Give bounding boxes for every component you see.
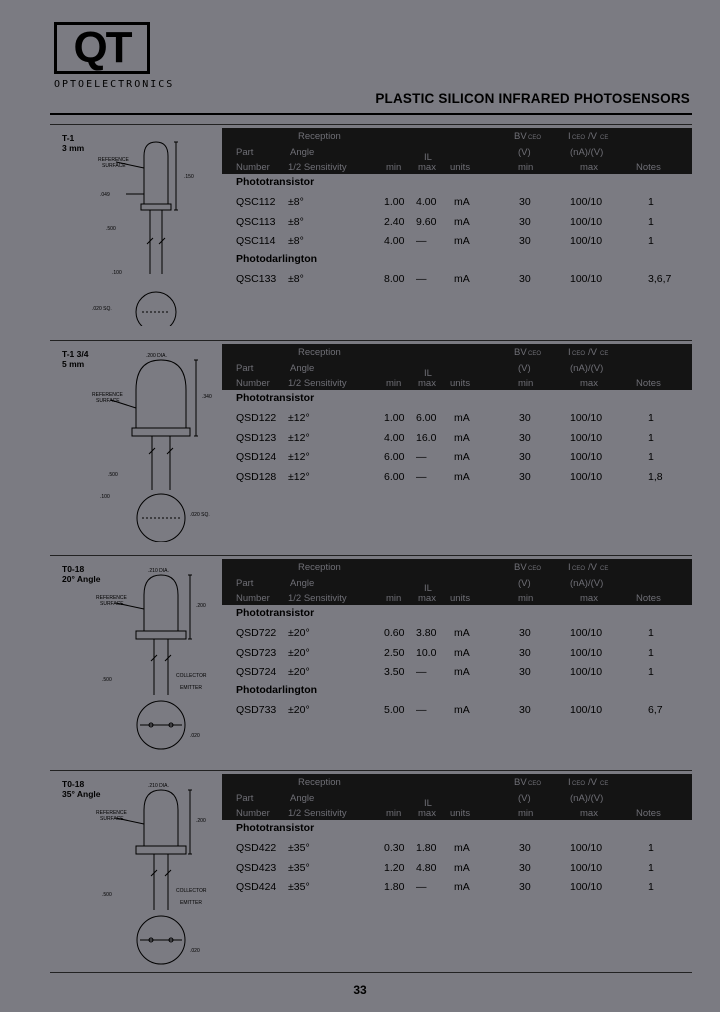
svg-text:.020: .020 bbox=[190, 948, 200, 954]
svg-text:.500: .500 bbox=[106, 226, 116, 232]
header-part: Part bbox=[236, 578, 254, 589]
package-label bbox=[62, 564, 101, 584]
part-number: QSD122 bbox=[236, 412, 277, 424]
reception-angle: ±12° bbox=[288, 431, 310, 444]
notes: 1 bbox=[648, 412, 654, 424]
svg-text:REFERENCE: REFERENCE bbox=[98, 157, 129, 163]
il-max: 3.80 bbox=[416, 627, 437, 639]
il-min: 6.00 bbox=[384, 451, 405, 463]
header-min: min bbox=[386, 808, 402, 819]
table-row bbox=[222, 471, 692, 489]
header-angle: Angle bbox=[290, 793, 315, 804]
category-label: Phototransistor bbox=[236, 392, 315, 404]
header-min: min bbox=[386, 162, 402, 173]
reception-angle: ±12° bbox=[288, 451, 310, 463]
header-iceo-vsub: CE bbox=[600, 781, 609, 787]
table-row bbox=[222, 881, 692, 899]
header-reception: Reception bbox=[298, 347, 341, 358]
svg-text:SURFACE: SURFACE bbox=[100, 601, 124, 607]
svg-text:.100: .100 bbox=[112, 270, 122, 276]
reception-angle: ±20° bbox=[288, 703, 310, 716]
part-number: QSD424 bbox=[236, 881, 277, 893]
notes: 1 bbox=[648, 842, 654, 854]
package-section bbox=[50, 557, 692, 767]
il-min: 0.30 bbox=[384, 842, 405, 854]
iceo-max: 100/10 bbox=[570, 627, 603, 639]
notes: 1 bbox=[648, 881, 654, 893]
header-iceo: I bbox=[568, 347, 571, 358]
il-min: 2.40 bbox=[384, 215, 405, 228]
header-part: Part bbox=[236, 147, 254, 158]
header-part: Part bbox=[236, 363, 254, 374]
il-max: 4.00 bbox=[416, 196, 437, 208]
header-min: min bbox=[386, 378, 402, 389]
svg-text:COLLECTOR: COLLECTOR bbox=[176, 888, 207, 894]
part-number: QSD722 bbox=[236, 627, 277, 639]
header-max: max bbox=[418, 593, 436, 604]
header-iceo-vsub: CE bbox=[600, 135, 609, 141]
il-units: mA bbox=[454, 235, 470, 247]
reception-angle: ±20° bbox=[288, 666, 310, 678]
header-number: Number bbox=[236, 593, 270, 604]
section-divider bbox=[50, 340, 692, 341]
il-min: 1.20 bbox=[384, 861, 405, 874]
il-max: — bbox=[416, 272, 427, 285]
iceo-max: 100/10 bbox=[570, 470, 603, 483]
svg-text:REFERENCE: REFERENCE bbox=[92, 392, 123, 398]
header-half-sensitivity: 1/2 Sensitivity bbox=[288, 808, 347, 819]
category-label: Photodarlington bbox=[236, 683, 318, 696]
package-drawing-to18 bbox=[56, 565, 220, 757]
svg-text:.020: .020 bbox=[190, 733, 200, 739]
header-iceo-max: max bbox=[580, 162, 598, 173]
svg-text:.500: .500 bbox=[108, 472, 118, 478]
package-drawing bbox=[56, 780, 220, 972]
iceo-max: 100/10 bbox=[570, 272, 603, 285]
package-name: T0-18 bbox=[62, 779, 85, 789]
header-bv: BV bbox=[514, 131, 527, 142]
part-number: QSD123 bbox=[236, 431, 277, 444]
notes: 6,7 bbox=[648, 703, 663, 716]
header-angle: Angle bbox=[290, 363, 315, 374]
il-units: mA bbox=[454, 627, 470, 639]
reception-angle: ±8° bbox=[288, 215, 304, 228]
svg-text:.500: .500 bbox=[102, 677, 112, 683]
table-row bbox=[222, 273, 692, 291]
svg-text:.210 DIA.: .210 DIA. bbox=[148, 783, 169, 789]
il-max: 4.80 bbox=[416, 861, 437, 874]
il-max: 10.0 bbox=[416, 646, 437, 659]
header-reception: Reception bbox=[298, 777, 341, 788]
package-name: T-1 3/4 bbox=[62, 349, 89, 359]
category-label: Phototransistor bbox=[236, 822, 315, 834]
iceo-max: 100/10 bbox=[570, 431, 603, 444]
notes: 1 bbox=[648, 196, 654, 208]
header-units: units bbox=[450, 808, 471, 819]
header-notes: Notes bbox=[636, 162, 661, 173]
il-units: mA bbox=[454, 272, 470, 285]
il-max: 9.60 bbox=[416, 215, 437, 228]
svg-text:.049: .049 bbox=[100, 192, 110, 198]
header-bv-min: min bbox=[518, 593, 534, 604]
il-max: — bbox=[416, 703, 427, 716]
header-max: max bbox=[418, 162, 436, 173]
il-min: 2.50 bbox=[384, 646, 405, 659]
header-units: units bbox=[450, 378, 471, 389]
header-iceo-sub: CEO bbox=[572, 566, 586, 572]
iceo-max: 100/10 bbox=[570, 861, 603, 874]
svg-text:SURFACE: SURFACE bbox=[100, 816, 124, 822]
part-number: QSD723 bbox=[236, 646, 277, 659]
reception-angle: ±35° bbox=[288, 861, 310, 874]
header-notes: Notes bbox=[636, 378, 661, 389]
header-number: Number bbox=[236, 378, 270, 389]
reception-angle: ±8° bbox=[288, 196, 304, 208]
svg-text:.100: .100 bbox=[100, 494, 110, 500]
header-iceo-unit: (nA)/(V) bbox=[570, 363, 604, 374]
header-iceo-unit: (nA)/(V) bbox=[570, 578, 604, 589]
iceo-max: 100/10 bbox=[570, 881, 603, 893]
il-min: 8.00 bbox=[384, 272, 405, 285]
bvceo-min: 30 bbox=[519, 861, 531, 874]
header-part: Part bbox=[236, 793, 254, 804]
svg-text:REFERENCE: REFERENCE bbox=[96, 810, 127, 816]
bvceo-min: 30 bbox=[519, 235, 531, 247]
header-bv-sub: CEO bbox=[528, 351, 542, 357]
il-min: 1.80 bbox=[384, 881, 405, 893]
table-row bbox=[222, 216, 692, 234]
header-notes: Notes bbox=[636, 808, 661, 819]
header-bv-unit: (V) bbox=[518, 578, 531, 589]
bvceo-min: 30 bbox=[519, 666, 531, 678]
il-units: mA bbox=[454, 215, 470, 228]
part-number: QSD733 bbox=[236, 703, 277, 716]
iceo-max: 100/10 bbox=[570, 215, 603, 228]
part-number: QSC133 bbox=[236, 272, 277, 285]
header-bv-sub: CEO bbox=[528, 566, 542, 572]
notes: 1 bbox=[648, 451, 654, 463]
header-iceo-v: /V bbox=[588, 562, 597, 573]
bvceo-min: 30 bbox=[519, 646, 531, 659]
notes: 1 bbox=[648, 215, 654, 228]
section-divider bbox=[50, 555, 692, 556]
il-units: mA bbox=[454, 842, 470, 854]
header-bv-min: min bbox=[518, 808, 534, 819]
svg-text:.020 SQ.: .020 SQ. bbox=[190, 512, 210, 518]
notes: 1 bbox=[648, 431, 654, 444]
il-units: mA bbox=[454, 451, 470, 463]
part-number: QSD422 bbox=[236, 842, 277, 854]
part-number: QSD124 bbox=[236, 451, 277, 463]
notes: 1 bbox=[648, 235, 654, 247]
header-bv: BV bbox=[514, 562, 527, 573]
il-max: — bbox=[416, 235, 427, 247]
header-half-sensitivity: 1/2 Sensitivity bbox=[288, 593, 347, 604]
svg-text:SURFACE: SURFACE bbox=[102, 163, 126, 169]
iceo-max: 100/10 bbox=[570, 646, 603, 659]
table-header bbox=[222, 774, 692, 820]
header-iceo-sub: CEO bbox=[572, 781, 586, 787]
header-iceo-unit: (nA)/(V) bbox=[570, 147, 604, 158]
package-drawing bbox=[56, 565, 220, 757]
table-header bbox=[222, 344, 692, 390]
header-bv-min: min bbox=[518, 162, 534, 173]
table-row bbox=[222, 842, 692, 860]
il-min: 5.00 bbox=[384, 703, 405, 716]
package-drawing-t1 bbox=[56, 134, 220, 326]
bvceo-min: 30 bbox=[519, 451, 531, 463]
il-units: mA bbox=[454, 881, 470, 893]
package-label bbox=[62, 349, 88, 369]
header-iceo-max: max bbox=[580, 808, 598, 819]
notes: 3,6,7 bbox=[648, 272, 672, 285]
package-drawing-t134 bbox=[56, 350, 220, 542]
il-units: mA bbox=[454, 412, 470, 424]
svg-text:REFERENCE: REFERENCE bbox=[96, 595, 127, 601]
svg-text:SURFACE: SURFACE bbox=[96, 398, 120, 404]
il-units: mA bbox=[454, 666, 470, 678]
header-il: IL bbox=[424, 368, 432, 379]
reception-angle: ±20° bbox=[288, 646, 310, 659]
svg-text:.020 SQ.: .020 SQ. bbox=[92, 306, 112, 312]
part-number: QSD128 bbox=[236, 470, 277, 483]
top-rule bbox=[50, 113, 692, 115]
header-iceo-max: max bbox=[580, 593, 598, 604]
header-bv-sub: CEO bbox=[528, 781, 542, 787]
part-number: QSD423 bbox=[236, 861, 277, 874]
page-number: 33 bbox=[353, 983, 367, 997]
header-iceo-sub: CEO bbox=[572, 135, 586, 141]
bvceo-min: 30 bbox=[519, 272, 531, 285]
section-divider bbox=[50, 124, 692, 125]
header-iceo: I bbox=[568, 777, 571, 788]
bvceo-min: 30 bbox=[519, 881, 531, 893]
header-bv-unit: (V) bbox=[518, 363, 531, 374]
header-reception: Reception bbox=[298, 562, 341, 573]
il-units: mA bbox=[454, 470, 470, 483]
il-min: 6.00 bbox=[384, 470, 405, 483]
package-drawing-to18 bbox=[56, 780, 220, 972]
il-max: — bbox=[416, 451, 427, 463]
il-units: mA bbox=[454, 431, 470, 444]
header-angle: Angle bbox=[290, 578, 315, 589]
bvceo-min: 30 bbox=[519, 703, 531, 716]
reception-angle: ±12° bbox=[288, 470, 310, 483]
iceo-max: 100/10 bbox=[570, 451, 603, 463]
package-section bbox=[50, 772, 692, 982]
il-max: 1.80 bbox=[416, 842, 437, 854]
header-max: max bbox=[418, 378, 436, 389]
package-drawing bbox=[56, 134, 220, 326]
header-notes: Notes bbox=[636, 593, 661, 604]
header-iceo: I bbox=[568, 562, 571, 573]
il-min: 0.60 bbox=[384, 627, 405, 639]
header-number: Number bbox=[236, 808, 270, 819]
il-min: 1.00 bbox=[384, 412, 405, 424]
il-max: — bbox=[416, 470, 427, 483]
iceo-max: 100/10 bbox=[570, 196, 603, 208]
reception-angle: ±35° bbox=[288, 881, 310, 893]
bvceo-min: 30 bbox=[519, 627, 531, 639]
table-row bbox=[222, 196, 692, 214]
header-bv-unit: (V) bbox=[518, 147, 531, 158]
bvceo-min: 30 bbox=[519, 470, 531, 483]
bvceo-min: 30 bbox=[519, 215, 531, 228]
bvceo-min: 30 bbox=[519, 196, 531, 208]
bvceo-min: 30 bbox=[519, 842, 531, 854]
table-row bbox=[222, 451, 692, 469]
notes: 1 bbox=[648, 861, 654, 874]
package-name: T-1 bbox=[62, 133, 75, 143]
iceo-max: 100/10 bbox=[570, 842, 603, 854]
package-section bbox=[50, 126, 692, 336]
iceo-max: 100/10 bbox=[570, 235, 603, 247]
il-min: 4.00 bbox=[384, 235, 405, 247]
part-number: QSC112 bbox=[236, 196, 276, 208]
package-label bbox=[62, 133, 84, 153]
category-label: Photodarlington bbox=[236, 252, 318, 265]
package-size: 35° Angle bbox=[62, 789, 101, 799]
bvceo-min: 30 bbox=[519, 412, 531, 424]
header-iceo-max: max bbox=[580, 378, 598, 389]
bvceo-min: 30 bbox=[519, 431, 531, 444]
category-label: Phototransistor bbox=[236, 176, 315, 188]
reception-angle: ±8° bbox=[288, 235, 304, 247]
reception-angle: ±8° bbox=[288, 272, 304, 285]
table-row bbox=[222, 627, 692, 645]
notes: 1 bbox=[648, 627, 654, 639]
iceo-max: 100/10 bbox=[570, 412, 603, 424]
table-row bbox=[222, 412, 692, 430]
header-il: IL bbox=[424, 798, 432, 809]
il-min: 3.50 bbox=[384, 666, 405, 678]
reception-angle: ±12° bbox=[288, 412, 310, 424]
package-size: 5 mm bbox=[62, 359, 85, 369]
notes: 1,8 bbox=[648, 470, 663, 483]
header-units: units bbox=[450, 162, 471, 173]
header-iceo-unit: (nA)/(V) bbox=[570, 793, 604, 804]
table-row bbox=[222, 235, 692, 253]
header-angle: Angle bbox=[290, 147, 315, 158]
header-iceo-vsub: CE bbox=[600, 351, 609, 357]
package-drawing bbox=[56, 350, 220, 542]
category-label: Phototransistor bbox=[236, 607, 315, 619]
table-row bbox=[222, 647, 692, 665]
header-iceo: I bbox=[568, 131, 571, 142]
part-number: QSD724 bbox=[236, 666, 277, 678]
header-reception: Reception bbox=[298, 131, 341, 142]
notes: 1 bbox=[648, 646, 654, 659]
il-units: mA bbox=[454, 196, 470, 208]
header-iceo-v: /V bbox=[588, 347, 597, 358]
iceo-max: 100/10 bbox=[570, 666, 603, 678]
table-row bbox=[222, 862, 692, 880]
section-divider bbox=[50, 770, 692, 771]
svg-text:.200: .200 bbox=[196, 603, 206, 609]
package-name: T0-18 bbox=[62, 564, 85, 574]
package-label bbox=[62, 779, 101, 799]
il-min: 4.00 bbox=[384, 431, 405, 444]
header-iceo-v: /V bbox=[588, 131, 597, 142]
svg-text:.500: .500 bbox=[102, 892, 112, 898]
svg-text:.200 DIA.: .200 DIA. bbox=[146, 353, 167, 359]
header-iceo-sub: CEO bbox=[572, 351, 586, 357]
il-units: mA bbox=[454, 703, 470, 716]
header-iceo-v: /V bbox=[588, 777, 597, 788]
svg-text:EMITTER: EMITTER bbox=[180, 900, 202, 906]
header-max: max bbox=[418, 808, 436, 819]
table-header bbox=[222, 128, 692, 174]
header-bv-unit: (V) bbox=[518, 793, 531, 804]
table-row bbox=[222, 704, 692, 722]
il-max: — bbox=[416, 666, 427, 678]
svg-text:.340: .340 bbox=[202, 394, 212, 400]
il-max: 6.00 bbox=[416, 412, 437, 424]
header-number: Number bbox=[236, 162, 270, 173]
notes: 1 bbox=[648, 666, 654, 678]
header-bv-min: min bbox=[518, 378, 534, 389]
il-min: 1.00 bbox=[384, 196, 405, 208]
header-bv: BV bbox=[514, 347, 527, 358]
part-number: QSC113 bbox=[236, 215, 276, 228]
header-il: IL bbox=[424, 583, 432, 594]
table-header bbox=[222, 559, 692, 605]
header-units: units bbox=[450, 593, 471, 604]
qt-logo bbox=[54, 22, 175, 96]
page-title: PLASTIC SILICON INFRARED PHOTOSENSORS bbox=[375, 91, 690, 106]
package-section bbox=[50, 342, 692, 552]
header-min: min bbox=[386, 593, 402, 604]
qt-logo-name: OPTOELECTRONICS bbox=[54, 79, 175, 90]
il-max: 16.0 bbox=[416, 431, 437, 444]
svg-text:.150: .150 bbox=[184, 174, 194, 180]
package-size: 20° Angle bbox=[62, 574, 101, 584]
part-number: QSC114 bbox=[236, 235, 276, 247]
svg-text:.210 DIA.: .210 DIA. bbox=[148, 568, 169, 574]
reception-angle: ±35° bbox=[288, 842, 310, 854]
header-il: IL bbox=[424, 152, 432, 163]
il-units: mA bbox=[454, 861, 470, 874]
qt-logo-mark: QT bbox=[54, 22, 150, 74]
header-bv: BV bbox=[514, 777, 527, 788]
svg-text:.200: .200 bbox=[196, 818, 206, 824]
header-half-sensitivity: 1/2 Sensitivity bbox=[288, 378, 347, 389]
header-iceo-vsub: CE bbox=[600, 566, 609, 572]
header-half-sensitivity: 1/2 Sensitivity bbox=[288, 162, 347, 173]
iceo-max: 100/10 bbox=[570, 703, 603, 716]
il-max: — bbox=[416, 881, 427, 893]
svg-text:EMITTER: EMITTER bbox=[180, 685, 202, 691]
table-row bbox=[222, 666, 692, 684]
table-row bbox=[222, 432, 692, 450]
il-units: mA bbox=[454, 646, 470, 659]
header-bv-sub: CEO bbox=[528, 135, 542, 141]
package-size: 3 mm bbox=[62, 143, 85, 153]
svg-text:COLLECTOR: COLLECTOR bbox=[176, 673, 207, 679]
reception-angle: ±20° bbox=[288, 627, 310, 639]
